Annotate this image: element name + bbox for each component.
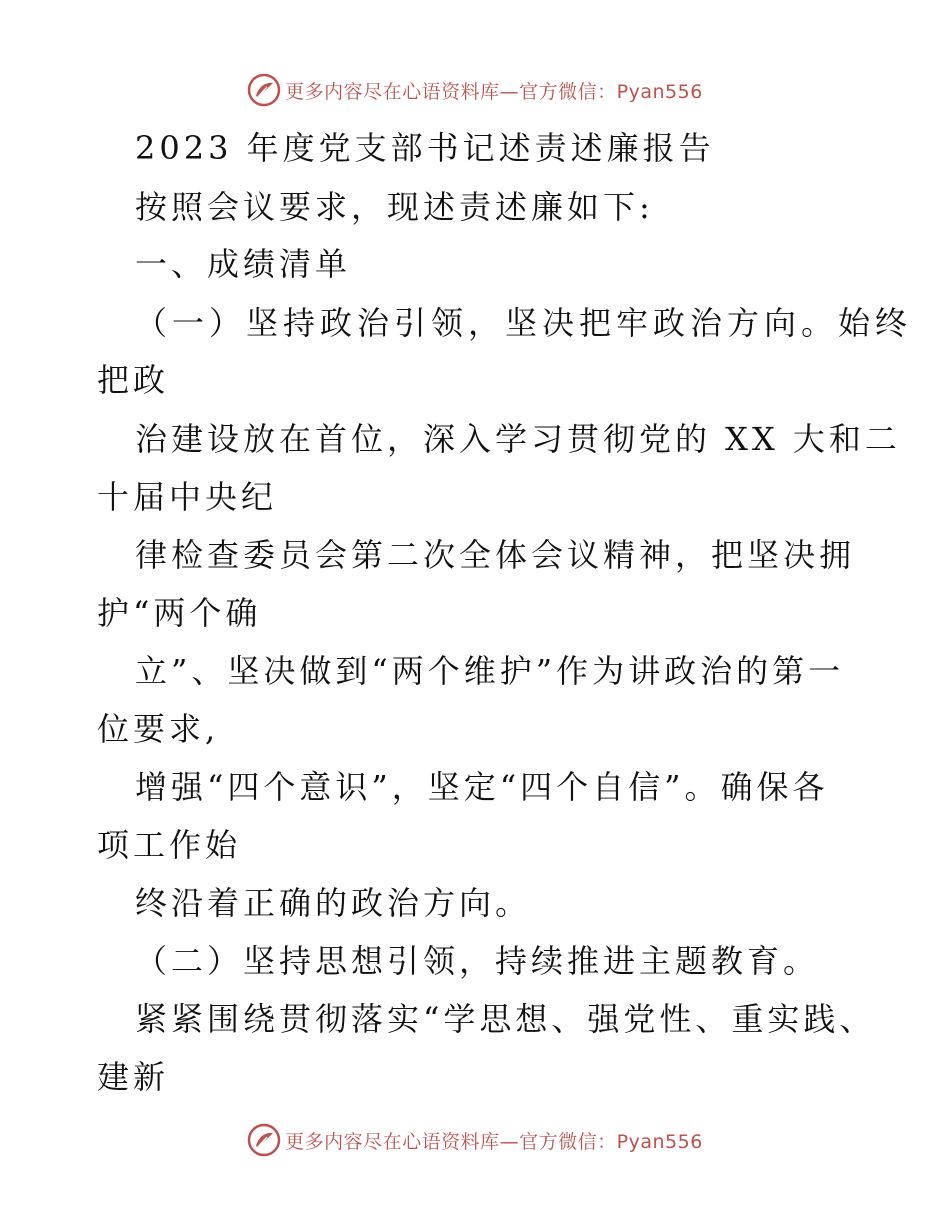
footer-watermark — [0, 1120, 950, 1160]
paragraph-line: 十届中央纪 — [97, 478, 278, 516]
watermark-text: 更多内容尽在心语资料库—官方微信：Pyan556 — [285, 80, 703, 103]
document-title: 2023 年度党支部书记述责述廉报告 — [135, 129, 715, 167]
paragraph-line: 建新 — [97, 1058, 170, 1096]
paragraph-line: 按照会议要求，现述责述廉如下: — [135, 188, 654, 226]
paragraph-line: 护“两个确 — [97, 594, 262, 632]
paragraph-line: 增强“四个意识”，坚定“四个自信”。确保各 — [135, 768, 829, 806]
logo-icon — [247, 73, 281, 107]
paragraph-line: 终沿着正确的政治方向。 — [135, 884, 532, 922]
paragraph-line: 律检查委员会第二次全体会议精神，把坚决拥 — [135, 536, 856, 574]
logo-icon — [247, 1123, 281, 1157]
section-heading: 一、成绩清单 — [135, 245, 352, 283]
header-watermark — [0, 70, 950, 110]
paragraph-line: 把政 — [97, 361, 170, 399]
paragraph-line: 位要求, — [97, 710, 220, 748]
paragraph-line: 立”、坚决做到“两个维护”作为讲政治的第一 — [135, 652, 845, 690]
paragraph-line: 治建设放在首位，深入学习贯彻党的 XX 大和二 — [135, 420, 901, 458]
watermark-text: 更多内容尽在心语资料库—官方微信：Pyan556 — [285, 1130, 703, 1153]
paragraph-line: 紧紧围绕贯彻落实“学思想、强党性、重实践、 — [135, 1000, 876, 1038]
paragraph-line: （一）坚持政治引领，坚决把牢政治方向。始终 — [135, 304, 913, 342]
section-heading: （二）坚持思想引领，持续推进主题教育。 — [135, 942, 820, 980]
paragraph-line: 项工作始 — [97, 826, 242, 864]
